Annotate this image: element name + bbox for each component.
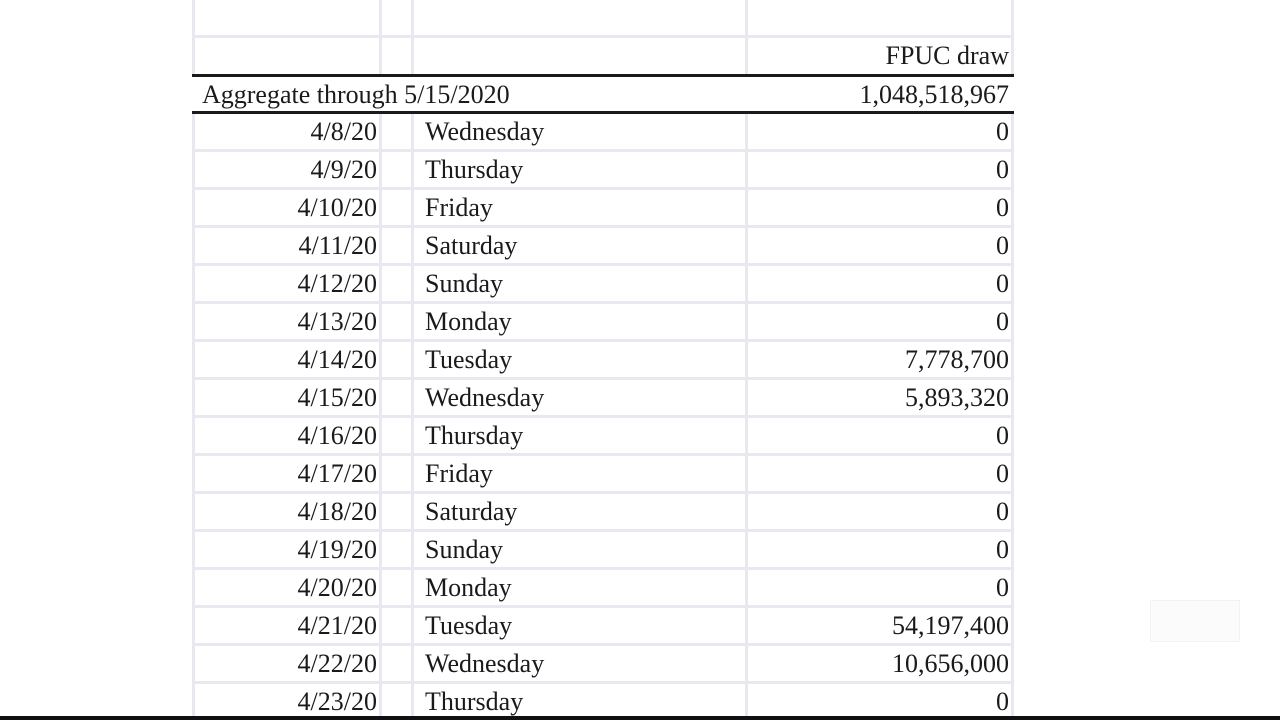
weekday-cell[interactable]: Wednesday [425,117,545,146]
fpuc-draw-cell[interactable]: 0 [996,117,1009,146]
fpuc-draw-cell[interactable]: 0 [996,459,1009,488]
weekday-cell[interactable]: Friday [425,459,493,488]
date-cell[interactable]: 4/19/20 [297,535,377,564]
empty-row [192,0,1014,38]
table-row [192,646,1014,684]
table-row [192,266,1014,304]
table-row [192,304,1014,342]
fpuc-draw-cell[interactable]: 0 [996,231,1009,260]
aggregate-row [192,74,1014,114]
date-cell[interactable]: 4/15/20 [297,383,377,412]
weekday-cell[interactable]: Tuesday [425,345,513,374]
weekday-cell[interactable]: Saturday [425,497,518,526]
table-row [192,380,1014,418]
fpuc-draw-cell[interactable]: 0 [996,687,1009,716]
table-row [192,228,1014,266]
table-row [192,494,1014,532]
table-row [192,342,1014,380]
date-cell[interactable]: 4/17/20 [297,459,377,488]
weekday-cell[interactable]: Sunday [425,535,503,564]
weekday-cell[interactable]: Thursday [425,155,524,184]
date-cell[interactable]: 4/23/20 [297,687,377,716]
weekday-cell[interactable]: Thursday [425,687,524,716]
watermark-logo [1150,600,1240,642]
date-cell[interactable]: 4/12/20 [297,269,377,298]
aggregate-label[interactable]: Aggregate through 5/15/2020 [202,80,510,109]
date-cell[interactable]: 4/13/20 [297,307,377,336]
fpuc-draw-cell[interactable]: 0 [996,535,1009,564]
bottom-bar [0,716,1280,720]
date-cell[interactable]: 4/14/20 [297,345,377,374]
table-row [192,456,1014,494]
fpuc-draw-cell[interactable]: 10,656,000 [892,649,1009,678]
weekday-cell[interactable]: Monday [425,307,512,336]
weekday-cell[interactable]: Friday [425,193,493,222]
fpuc-draw-cell[interactable]: 0 [996,497,1009,526]
date-cell[interactable]: 4/18/20 [297,497,377,526]
fpuc-draw-cell[interactable]: 0 [996,307,1009,336]
weekday-cell[interactable]: Thursday [425,421,524,450]
date-cell[interactable]: 4/8/20 [310,117,377,146]
spreadsheet [192,0,1014,720]
date-cell[interactable]: 4/10/20 [297,193,377,222]
aggregate-value[interactable]: 1,048,518,967 [859,80,1009,109]
table-row [192,532,1014,570]
table-row [192,570,1014,608]
table-row [192,608,1014,646]
fpuc-draw-cell[interactable]: 0 [996,193,1009,222]
date-cell[interactable]: 4/21/20 [297,611,377,640]
weekday-cell[interactable]: Tuesday [425,611,513,640]
fpuc-draw-cell[interactable]: 0 [996,573,1009,602]
date-cell[interactable]: 4/11/20 [298,231,377,260]
fpuc-draw-cell[interactable]: 0 [996,155,1009,184]
fpuc-draw-cell[interactable]: 0 [996,421,1009,450]
date-cell[interactable]: 4/16/20 [297,421,377,450]
table-row [192,684,1014,720]
date-cell[interactable]: 4/9/20 [310,155,377,184]
weekday-cell[interactable]: Wednesday [425,649,545,678]
table-row [192,152,1014,190]
fpuc-draw-cell[interactable]: 5,893,320 [905,383,1009,412]
fpuc-draw-cell[interactable]: 54,197,400 [892,611,1009,640]
weekday-cell[interactable]: Sunday [425,269,503,298]
weekday-cell[interactable]: Monday [425,573,512,602]
column-header-fpuc-draw[interactable]: FPUC draw [885,41,1009,70]
table-row [192,418,1014,456]
date-cell[interactable]: 4/22/20 [297,649,377,678]
fpuc-draw-cell[interactable]: 7,778,700 [905,345,1009,374]
weekday-cell[interactable]: Saturday [425,231,518,260]
date-cell[interactable]: 4/20/20 [297,573,377,602]
table-row [192,190,1014,228]
table-row [192,114,1014,152]
fpuc-draw-cell[interactable]: 0 [996,269,1009,298]
weekday-cell[interactable]: Wednesday [425,383,545,412]
